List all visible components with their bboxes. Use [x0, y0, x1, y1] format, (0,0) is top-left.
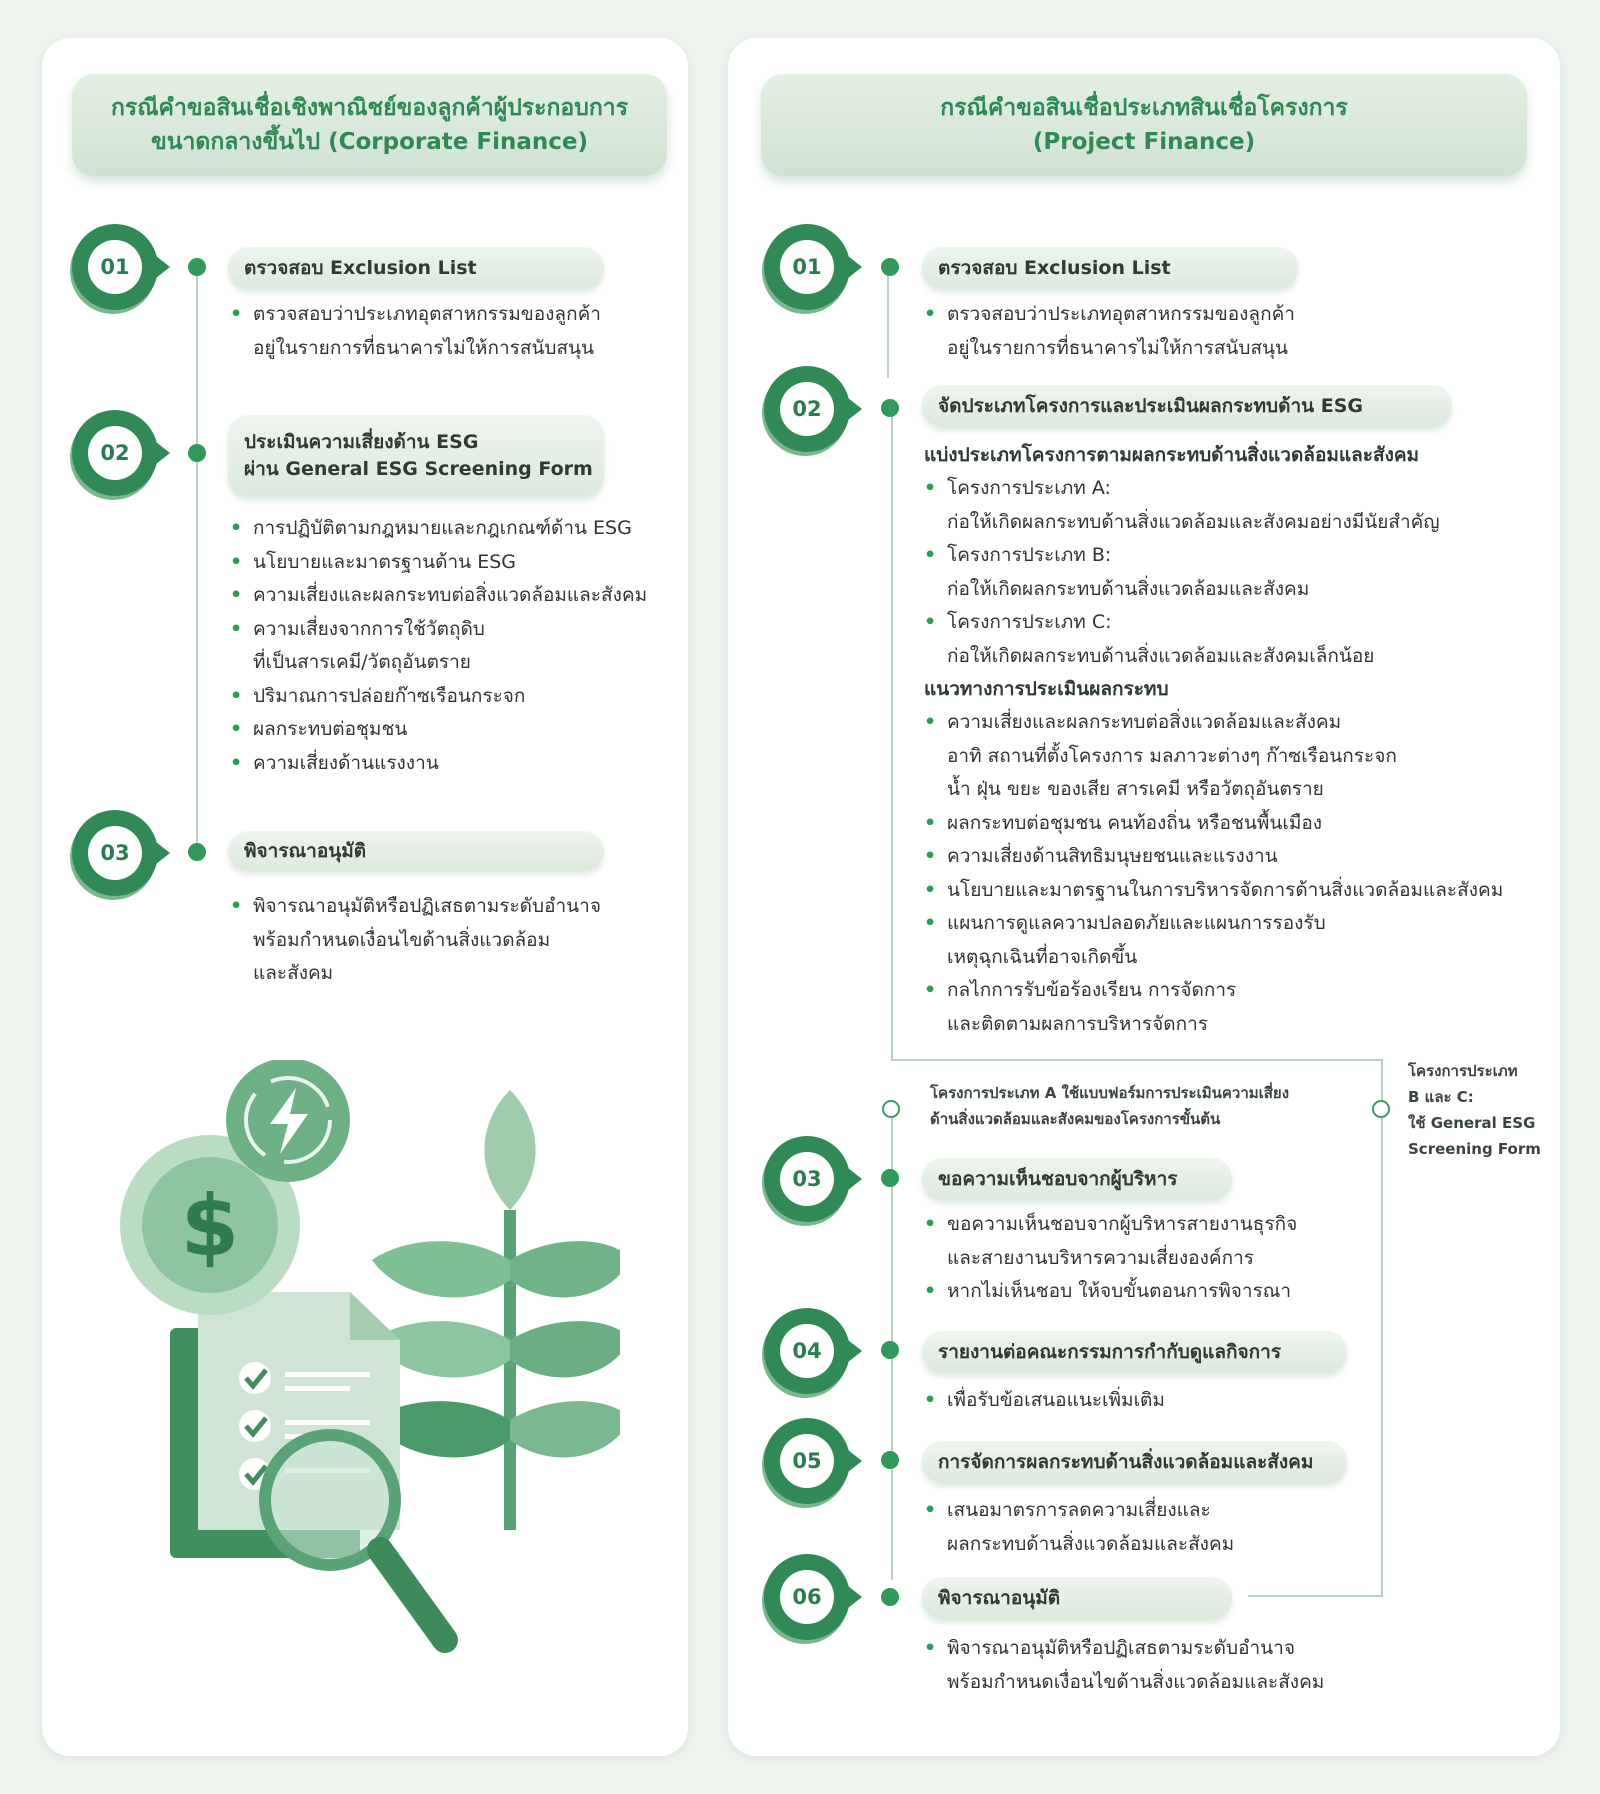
branch-line — [891, 1059, 1383, 1061]
bullet-item: • ผลกระทบต่อชุมชน — [228, 713, 688, 747]
timeline-line — [196, 266, 198, 852]
project-finance-header — [761, 74, 1527, 176]
step-number: 04 — [780, 1324, 834, 1378]
step-number: 06 — [780, 1570, 834, 1624]
bullet-item: • ขอความเห็นชอบจากผู้บริหารสายงานธุรกิจ และสายงานบริหารความเสี่ยงองค์การ — [922, 1208, 1482, 1275]
bullet-item: • เพื่อรับข้อเสนอแนะเพิ่มเติม — [922, 1384, 1482, 1418]
branch-node — [1372, 1100, 1390, 1118]
bullet-item: • ความเสี่ยงด้านแรงงาน — [228, 747, 688, 781]
bullet-item: • ความเสี่ยงด้านสิทธิมนุษยชนและแรงงาน — [922, 840, 1542, 874]
bullet-item: • ตรวจสอบว่าประเภทอุตสาหกรรมของลูกค้า อยู่ในรายการที่ธนาคารไม่ให้การสนับสนุน — [922, 298, 1482, 365]
bullet-item: • นโยบายและมาตรฐานด้าน ESG — [228, 546, 688, 580]
svg-text:$: $ — [180, 1177, 240, 1275]
step-badge — [764, 366, 850, 452]
timeline-dot — [881, 258, 899, 276]
bullet-item: • ผลกระทบต่อชุมชน คนท้องถิ่น หรือชนพื้นเมือง — [922, 807, 1542, 841]
timeline-dot — [881, 1588, 899, 1606]
bullet-list — [228, 512, 688, 780]
bullet-list — [922, 1632, 1522, 1699]
energy-refresh-icon — [226, 1060, 350, 1182]
bullet-item: • โครงการประเภท B: ก่อให้เกิดผลกระทบด้านสิ่งแวดล้อมและสังคม — [922, 539, 1542, 606]
bullet-list — [228, 298, 668, 365]
step-badge — [764, 1308, 850, 1394]
header-line: (Project Finance) — [1032, 129, 1256, 155]
branch-node — [882, 1100, 900, 1118]
bullet-item: • การปฏิบัติตามกฎหมายและกฎเกณฑ์ด้าน ESG — [228, 512, 688, 546]
branch-bc-note: โครงการประเภท B และ C: ใช้ General ESG Screening Form — [1408, 1062, 1541, 1158]
step-badge — [764, 1136, 850, 1222]
bullet-list — [922, 472, 1542, 673]
step-number: 05 — [780, 1434, 834, 1488]
header-line: กรณีคำขอสินเชื่อเชิงพาณิชย์ของลูกค้าผู้ประกอบการ — [110, 95, 629, 121]
branch-a-note: โครงการประเภท A ใช้แบบฟอร์มการประเมินความเสี่ยง ด้านสิ่งแวดล้อมและสังคมของโครงการขั้นต้น — [930, 1084, 1290, 1128]
bullet-item: • พิจารณาอนุมัติหรือปฏิเสธตามระดับอำนาจ พร้อมกำหนดเงื่อนไขด้านสิ่งแวดล้อม และสังคม — [228, 890, 668, 991]
step-title: ตรวจสอบ Exclusion List — [922, 247, 1298, 289]
bullet-item: • หากไม่เห็นชอบ ให้จบขั้นตอนการพิจารณา — [922, 1275, 1482, 1309]
timeline-dot — [881, 1169, 899, 1187]
esg-illustration — [100, 1060, 620, 1660]
step-number: 03 — [780, 1152, 834, 1206]
subheading: แบ่งประเภทโครงการตามผลกระทบด้านสิ่งแวดล้อมและสังคม — [924, 444, 1420, 466]
step-title: รายงานต่อคณะกรรมการกำกับดูแลกิจการ — [922, 1331, 1347, 1373]
magnifier-icon — [265, 1435, 445, 1640]
timeline-dot — [881, 399, 899, 417]
branch-line — [1248, 1595, 1383, 1597]
step-title: ประเมินความเสี่ยงด้าน ESG ผ่าน General ESG Screening Form — [228, 415, 604, 497]
step-number: 01 — [88, 240, 142, 294]
step-badge — [764, 224, 850, 310]
step-title: ตรวจสอบ Exclusion List — [228, 247, 604, 289]
step-title: พิจารณาอนุมัติ — [228, 831, 604, 871]
bullet-list — [922, 1494, 1482, 1561]
bullet-list — [922, 1384, 1482, 1418]
leaves-icon — [372, 1090, 620, 1530]
timeline-line — [891, 412, 893, 1060]
bullet-item: • ปริมาณการปล่อยก๊าซเรือนกระจก — [228, 680, 688, 714]
step-number: 02 — [780, 382, 834, 436]
step-badge — [72, 810, 158, 896]
bullet-list — [922, 706, 1542, 1041]
step-badge — [72, 410, 158, 496]
timeline-line — [887, 266, 889, 378]
bullet-item: • ตรวจสอบว่าประเภทอุตสาหกรรมของลูกค้า อยู่ในรายการที่ธนาคารไม่ให้การสนับสนุน — [228, 298, 668, 365]
step-badge — [764, 1554, 850, 1640]
bullet-item: • เสนอมาตรการลดความเสี่ยงและ ผลกระทบด้านสิ่งแวดล้อมและสังคม — [922, 1494, 1482, 1561]
bullet-item: • พิจารณาอนุมัติหรือปฏิเสธตามระดับอำนาจ พร้อมกำหนดเงื่อนไขด้านสิ่งแวดล้อมและสังคม — [922, 1632, 1522, 1699]
corporate-finance-header — [72, 74, 667, 176]
step-badge — [72, 224, 158, 310]
step-title: พิจารณาอนุมัติ — [922, 1577, 1232, 1619]
timeline-dot — [881, 1451, 899, 1469]
header-line: ขนาดกลางขึ้นไป (Corporate Finance) — [151, 129, 588, 155]
bullet-item: • ความเสี่ยงและผลกระทบต่อสิ่งแวดล้อมและสังคม อาทิ สถานที่ตั้งโครงการ มลภาวะต่างๆ ก๊าซเรือนกระจก น้ำ ฝุ่น ขยะ ของเสีย สารเคมี หรือวัตถุอันตราย — [922, 706, 1542, 807]
step-title: การจัดการผลกระทบด้านสิ่งแวดล้อมและสังคม — [922, 1441, 1347, 1483]
bullet-item: • ความเสี่ยงและผลกระทบต่อสิ่งแวดล้อมและสังคม — [228, 579, 688, 613]
step-title: จัดประเภทโครงการและประเมินผลกระทบด้าน ESG — [922, 385, 1452, 427]
step-title: ขอความเห็นชอบจากผู้บริหาร — [922, 1158, 1232, 1200]
bullet-list — [922, 298, 1482, 365]
timeline-dot — [188, 444, 206, 462]
bullet-item: • แผนการดูแลความปลอดภัยและแผนการรองรับ เหตุฉุกเฉินที่อาจเกิดขึ้น — [922, 907, 1542, 974]
bullet-item: • กลไกการรับข้อร้องเรียน การจัดการ และติดตามผลการบริหารจัดการ — [922, 974, 1542, 1041]
step-number: 03 — [88, 826, 142, 880]
timeline-dot — [881, 1341, 899, 1359]
step-badge — [764, 1418, 850, 1504]
timeline-dot — [188, 258, 206, 276]
bullet-list — [922, 1208, 1482, 1309]
header-line: กรณีคำขอสินเชื่อประเภทสินเชื่อโครงการ — [940, 95, 1348, 121]
bullet-item: • โครงการประเภท C: ก่อให้เกิดผลกระทบด้านสิ่งแวดล้อมและสังคมเล็กน้อย — [922, 606, 1542, 673]
step-number: 02 — [88, 426, 142, 480]
bullet-item: • โครงการประเภท A: ก่อให้เกิดผลกระทบด้านสิ่งแวดล้อมและสังคมอย่างมีนัยสำคัญ — [922, 472, 1542, 539]
bullet-item: • ความเสี่ยงจากการใช้วัตถุดิบ ที่เป็นสารเคมี/วัตถุอันตราย — [228, 613, 688, 680]
step-number: 01 — [780, 240, 834, 294]
timeline-dot — [188, 843, 206, 861]
bullet-list — [228, 890, 668, 991]
bullet-item: • นโยบายและมาตรฐานในการบริหารจัดการด้านสิ่งแวดล้อมและสังคม — [922, 874, 1542, 908]
subheading: แนวทางการประเมินผลกระทบ — [924, 678, 1169, 700]
